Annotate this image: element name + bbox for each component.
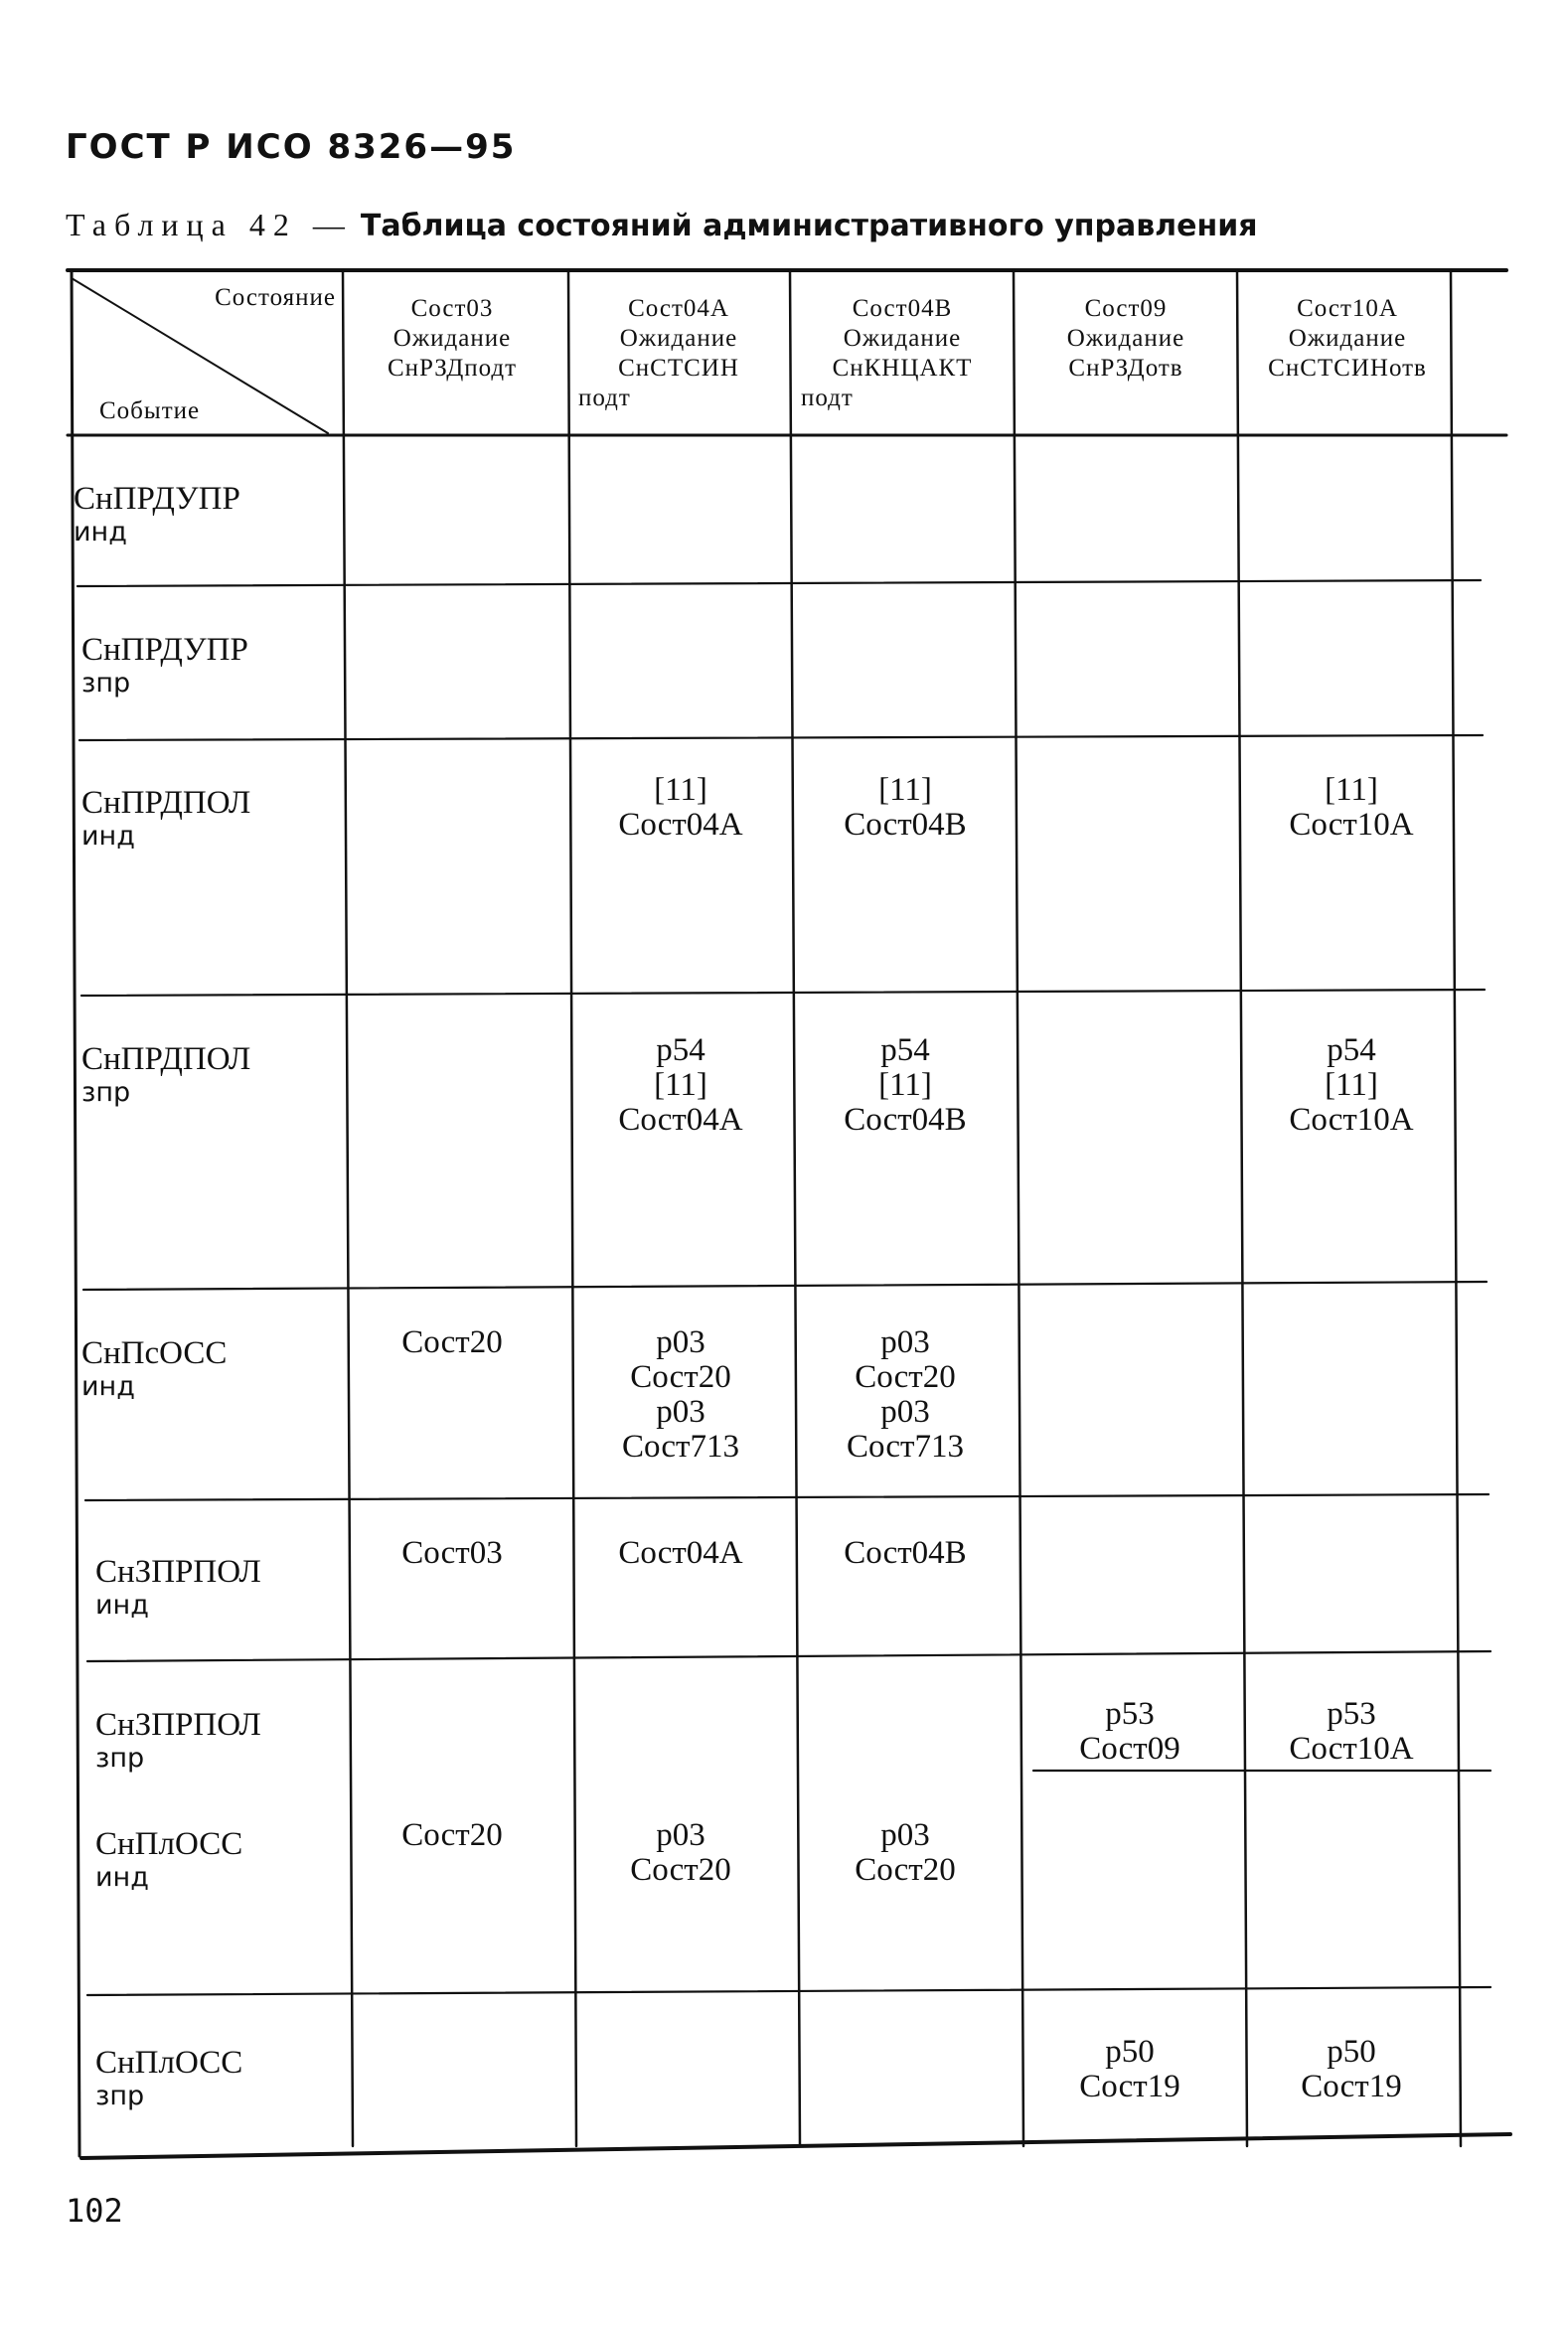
table-cell xyxy=(800,1818,1011,1888)
cell-line: р03 xyxy=(880,1394,930,1430)
table-cell xyxy=(1023,2035,1236,2104)
column-header-line: СнРЗДподт xyxy=(387,355,518,382)
cell-line: [11] xyxy=(878,1067,932,1103)
header-event-label: Событие xyxy=(99,397,201,424)
event-name: СнПРДПОЛ xyxy=(81,785,251,821)
cell-line: Сост04А xyxy=(618,807,743,843)
column-header-suffix: подт xyxy=(578,385,631,411)
event-name: СнЗПРПОЛ xyxy=(95,1554,261,1590)
row-divider-4 xyxy=(83,1282,1487,1290)
table-cell xyxy=(1247,1697,1456,1767)
cell-line: Сост04А xyxy=(618,1102,743,1138)
table-cell xyxy=(1023,1697,1236,1767)
cell-line: Сост04А xyxy=(618,1535,743,1571)
cell-line: Сост20 xyxy=(630,1852,731,1888)
column-header-sost09 xyxy=(1019,294,1233,384)
table-left-border xyxy=(72,270,79,2156)
cell-line: Сост20 xyxy=(855,1359,956,1395)
cell-line: Сост04В xyxy=(844,1535,967,1571)
event-label xyxy=(81,632,248,699)
cell-line: Сост04В xyxy=(844,807,967,843)
table-cell xyxy=(800,1033,1011,1138)
table-cell xyxy=(1247,773,1456,843)
event-name: СнПлОСС xyxy=(95,2045,243,2081)
column-header-suffix: подт xyxy=(801,385,854,411)
cell-line: Сост20 xyxy=(401,1817,503,1853)
event-label xyxy=(95,1554,261,1622)
column-header-line: СнСТСИНотв xyxy=(1268,355,1427,382)
cell-line: Сост19 xyxy=(1301,2069,1402,2104)
cell-line: р50 xyxy=(1105,2034,1155,2070)
cell-line: Сост20 xyxy=(630,1359,731,1395)
event-name: СнПРДПОЛ xyxy=(81,1041,251,1077)
table-cell xyxy=(800,773,1011,843)
column-header-line: Сост04А xyxy=(628,295,729,322)
event-kind: зпр xyxy=(81,668,131,698)
cell-line: Сост713 xyxy=(847,1429,964,1465)
cell-line: [11] xyxy=(1325,1067,1378,1103)
event-name: СнПРДУПР xyxy=(74,481,240,517)
cell-line: [11] xyxy=(654,772,707,808)
column-header-sost03 xyxy=(348,294,556,384)
row-divider-8 xyxy=(87,1987,1490,1995)
cell-line: [11] xyxy=(1325,772,1378,808)
table-cell xyxy=(800,1325,1011,1465)
table-cell xyxy=(576,1325,785,1465)
event-label xyxy=(81,1041,250,1109)
column-header-line: СнКНЦАКТ xyxy=(832,355,973,382)
table-cell xyxy=(348,1536,556,1571)
column-header-line: Ожидание xyxy=(843,325,962,352)
column-divider-2 xyxy=(568,270,576,2146)
cell-line: р03 xyxy=(656,1394,706,1430)
cell-line: Сост10А xyxy=(1289,1731,1414,1767)
event-kind: зпр xyxy=(95,2081,145,2111)
column-header-line: Сост09 xyxy=(1084,295,1168,322)
table-cell xyxy=(800,1536,1011,1571)
event-name: СнПРДУПР xyxy=(81,632,248,668)
cell-line: р53 xyxy=(1327,1696,1376,1732)
cell-line: Сост03 xyxy=(401,1535,503,1571)
row-divider-3 xyxy=(81,990,1485,996)
cell-line: р03 xyxy=(656,1324,706,1360)
cell-line: [11] xyxy=(878,772,932,808)
cell-line: р03 xyxy=(656,1817,706,1853)
event-kind: инд xyxy=(95,1590,149,1621)
column-divider-4 xyxy=(1014,270,1023,2146)
cell-line: р54 xyxy=(880,1032,930,1068)
event-kind: инд xyxy=(81,821,135,852)
column-header-line: Ожидание xyxy=(392,325,512,352)
table-cell xyxy=(1247,2035,1456,2104)
column-divider-6 xyxy=(1451,270,1461,2146)
event-name: СнЗПРПОЛ xyxy=(95,1707,261,1743)
event-kind: зпр xyxy=(95,1743,145,1774)
event-kind: инд xyxy=(81,1371,135,1402)
table-cell xyxy=(348,1818,556,1853)
cell-line: Сост10А xyxy=(1289,807,1414,843)
cell-line: Сост10А xyxy=(1289,1102,1414,1138)
row-divider-1 xyxy=(78,580,1481,586)
event-name: СнПсОСС xyxy=(81,1335,228,1371)
event-label xyxy=(95,1826,242,1894)
column-header-line: Сост04В xyxy=(852,295,953,322)
table-caption-lead: Таблица 42 — xyxy=(66,207,353,242)
column-divider-3 xyxy=(790,270,800,2146)
column-header-line: Ожидание xyxy=(619,325,738,352)
event-kind: зпр xyxy=(81,1077,131,1108)
column-header-line: Сост10А xyxy=(1297,295,1398,322)
cell-line: [11] xyxy=(654,1067,707,1103)
cell-line: р03 xyxy=(880,1324,930,1360)
event-label xyxy=(95,1707,261,1775)
column-divider-1 xyxy=(343,270,353,2146)
column-header-line: СнСТСИН xyxy=(618,355,739,382)
event-kind: инд xyxy=(74,517,127,547)
cell-line: Сост04В xyxy=(844,1102,967,1138)
column-header-sost04b xyxy=(795,294,1010,413)
column-header-sost04a xyxy=(572,294,785,413)
cell-line: р50 xyxy=(1327,2034,1376,2070)
table-cell xyxy=(1247,1033,1456,1138)
column-header-line: Ожидание xyxy=(1288,325,1407,352)
event-label xyxy=(81,785,250,852)
cell-line: Сост09 xyxy=(1079,1731,1180,1767)
table-bottom-border xyxy=(81,2134,1510,2158)
event-kind: инд xyxy=(95,1862,149,1893)
table-cell xyxy=(576,1033,785,1138)
table-cell xyxy=(576,1818,785,1888)
column-header-line: СнРЗДотв xyxy=(1068,355,1183,382)
cell-line: р53 xyxy=(1105,1696,1155,1732)
column-header-line: Сост03 xyxy=(410,295,494,322)
standard-number: ГОСТ Р ИСО 8326—95 xyxy=(66,127,517,167)
table-cell xyxy=(576,773,785,843)
cell-line: р03 xyxy=(880,1817,930,1853)
event-label xyxy=(95,2045,242,2112)
event-label xyxy=(74,481,240,548)
page-number: 102 xyxy=(66,2192,123,2230)
header-state-label: Состояние xyxy=(215,284,336,311)
cell-line: Сост20 xyxy=(401,1324,503,1360)
cell-line: р54 xyxy=(1327,1032,1376,1068)
cell-line: р54 xyxy=(656,1032,706,1068)
column-header-line: Ожидание xyxy=(1066,325,1185,352)
row-divider-5 xyxy=(85,1494,1489,1500)
row-divider-2 xyxy=(79,735,1483,740)
row-divider-6 xyxy=(87,1651,1490,1661)
cell-line: Сост20 xyxy=(855,1852,956,1888)
cell-line: Сост19 xyxy=(1079,2069,1180,2104)
table-cell xyxy=(576,1536,785,1571)
table-cell xyxy=(348,1325,556,1360)
column-header-sost10a xyxy=(1241,294,1454,384)
column-divider-5 xyxy=(1237,270,1247,2146)
event-name: СнПлОСС xyxy=(95,1826,243,1862)
cell-line: Сост713 xyxy=(622,1429,739,1465)
event-label xyxy=(81,1335,227,1403)
table-caption-title: Таблица состояний административного управления xyxy=(360,209,1258,243)
